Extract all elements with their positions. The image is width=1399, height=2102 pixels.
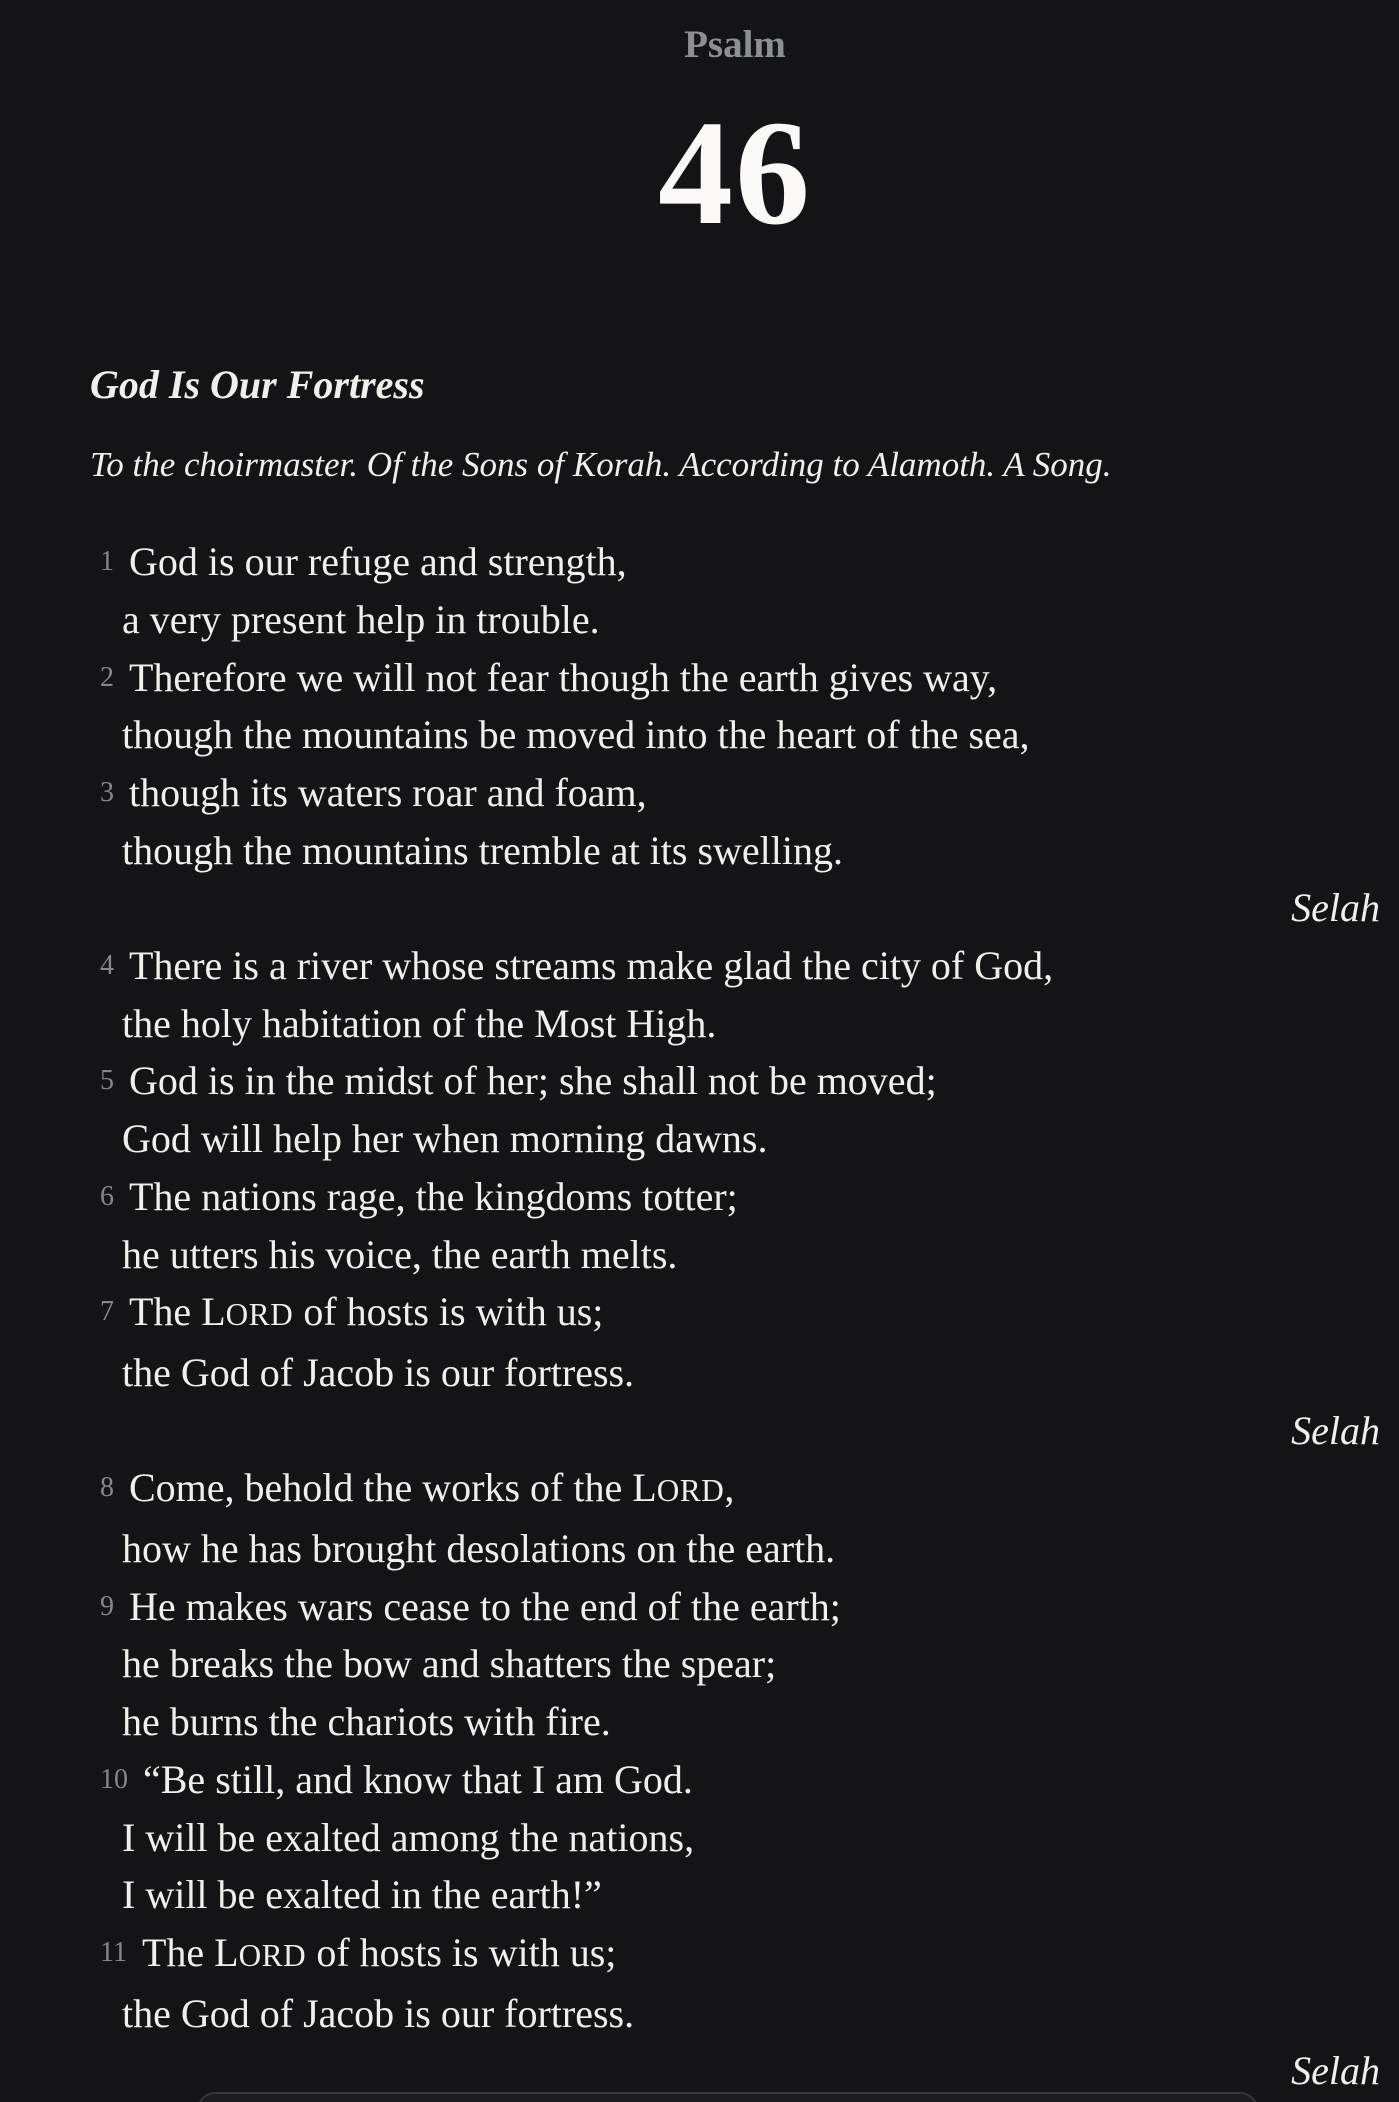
poetry-block bbox=[90, 533, 1380, 2100]
verse-text: he burns the chariots with fire. bbox=[122, 1699, 611, 1745]
verse-text: he utters his voice, the earth melts. bbox=[122, 1231, 678, 1277]
selah-line bbox=[90, 879, 1380, 937]
verse-number: 10 bbox=[100, 1763, 128, 1795]
verse-text: “Be still, and know that I am God. bbox=[143, 1756, 693, 1802]
verse-number: 11 bbox=[100, 1936, 127, 1968]
verse-number: 8 bbox=[100, 1472, 114, 1504]
verse-line[interactable] bbox=[90, 706, 1380, 764]
verse-text: the holy habitation of the Most High. bbox=[122, 1000, 717, 1046]
divine-name-small-caps: LORD bbox=[214, 1929, 307, 1975]
verse-line[interactable] bbox=[90, 591, 1380, 649]
verse-number: 3 bbox=[100, 776, 114, 808]
verse-text: a very present help in trouble. bbox=[122, 596, 600, 642]
selah-label: Selah bbox=[1291, 885, 1380, 931]
verse-text: The nations rage, the kingdoms totter; bbox=[129, 1173, 738, 1219]
verse-line[interactable] bbox=[90, 1110, 1380, 1168]
verse-number: 6 bbox=[100, 1180, 114, 1212]
verse-line[interactable] bbox=[90, 1809, 1380, 1867]
book-name-label: Psalm bbox=[684, 23, 786, 66]
verse-text: God is our refuge and strength, bbox=[129, 539, 627, 585]
verse-text: There is a river whose streams make glad the city of God, bbox=[129, 943, 1054, 989]
verse-number: 4 bbox=[100, 950, 114, 982]
verse-text: Come, behold the works of the LORD, bbox=[129, 1465, 735, 1511]
verse-line[interactable] bbox=[90, 1226, 1380, 1284]
verse-line[interactable] bbox=[90, 1751, 1380, 1809]
verse-text: he breaks the bow and shatters the spear; bbox=[122, 1641, 777, 1687]
verse-text: Therefore we will not fear though the earth gives way, bbox=[129, 654, 998, 700]
verse-text: the God of Jacob is our fortress. bbox=[122, 1990, 635, 2036]
verse-line[interactable] bbox=[90, 822, 1380, 880]
verse-text: though the mountains be moved into the heart of the sea, bbox=[122, 712, 1030, 758]
section-title: God Is Our Fortress bbox=[90, 362, 425, 407]
verse-text: though the mountains tremble at its swelling. bbox=[122, 827, 844, 873]
divine-name-small-caps: LORD bbox=[632, 1465, 725, 1511]
verse-line[interactable] bbox=[90, 1924, 1380, 1985]
chapter-number: 46 bbox=[658, 90, 812, 256]
verse-text: He makes wars cease to the end of the earth; bbox=[129, 1583, 841, 1629]
bottom-sheet-handle[interactable] bbox=[197, 2092, 1258, 2102]
scripture-column bbox=[90, 25, 1380, 2100]
verse-text: the God of Jacob is our fortress. bbox=[122, 1349, 635, 1395]
verse-line[interactable] bbox=[90, 649, 1380, 707]
verse-line[interactable] bbox=[90, 937, 1380, 995]
verse-text: God will help her when morning dawns. bbox=[122, 1116, 768, 1162]
verse-text: I will be exalted in the earth!” bbox=[122, 1872, 602, 1918]
verse-line[interactable] bbox=[90, 1344, 1380, 1402]
verse-line[interactable] bbox=[90, 1168, 1380, 1226]
verse-line[interactable] bbox=[90, 1693, 1380, 1751]
verse-line[interactable] bbox=[90, 1985, 1380, 2043]
verse-text: I will be exalted among the nations, bbox=[122, 1814, 695, 1860]
verse-number: 1 bbox=[100, 546, 114, 578]
chapter-header bbox=[90, 23, 1380, 256]
verse-line[interactable] bbox=[90, 1866, 1380, 1924]
verse-line[interactable] bbox=[90, 1578, 1380, 1636]
passage-text-area[interactable] bbox=[90, 362, 1380, 2100]
verse-line[interactable] bbox=[90, 764, 1380, 822]
verse-number: 5 bbox=[100, 1065, 114, 1097]
verse-text: The LORD of hosts is with us; bbox=[129, 1289, 604, 1335]
divine-name-small-caps: LORD bbox=[201, 1289, 294, 1335]
verse-number: 9 bbox=[100, 1590, 114, 1622]
verse-text: God is in the midst of her; she shall not be moved; bbox=[129, 1058, 937, 1104]
verse-line[interactable] bbox=[90, 1520, 1380, 1578]
verse-number: 7 bbox=[100, 1296, 114, 1328]
verse-line[interactable] bbox=[90, 533, 1380, 591]
verse-line[interactable] bbox=[90, 1635, 1380, 1693]
verse-text: how he has brought desolations on the earth. bbox=[122, 1526, 836, 1572]
verse-line[interactable] bbox=[90, 1052, 1380, 1110]
verse-text: though its waters roar and foam, bbox=[129, 769, 647, 815]
verse-number: 2 bbox=[100, 661, 114, 693]
verse-line[interactable] bbox=[90, 1283, 1380, 1344]
selah-line bbox=[90, 1402, 1380, 1460]
verse-line[interactable] bbox=[90, 995, 1380, 1053]
selah-label: Selah bbox=[1291, 2048, 1380, 2094]
superscription: To the choirmaster. Of the Sons of Korah. According to Alamoth. A Song. bbox=[90, 445, 1112, 484]
verse-text: The LORD of hosts is with us; bbox=[141, 1929, 617, 1975]
selah-label: Selah bbox=[1291, 1407, 1380, 1453]
verse-line[interactable] bbox=[90, 1459, 1380, 1520]
